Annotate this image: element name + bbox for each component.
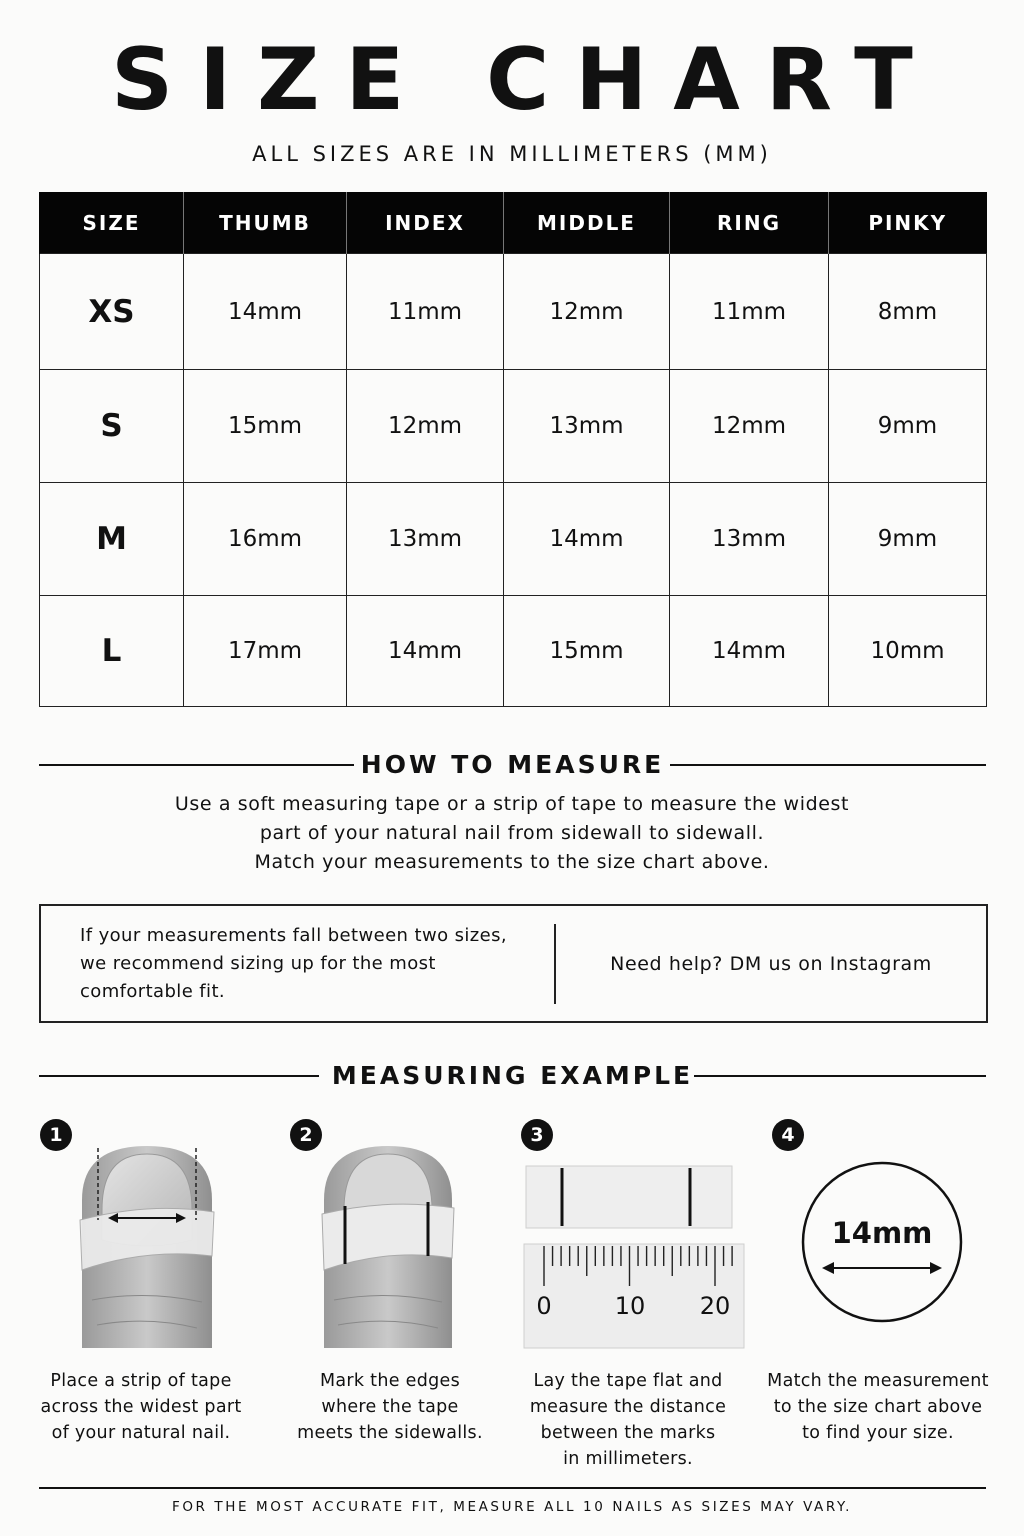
tip-line: we recommend sizing up for the most xyxy=(80,953,436,974)
column-header-middle: MIDDLE xyxy=(504,192,670,254)
measurement-circle-icon xyxy=(800,1160,964,1324)
table-cell: 8mm xyxy=(829,254,987,370)
footer-divider xyxy=(39,1487,986,1489)
step-number-2: 2 xyxy=(290,1119,322,1151)
caption-line: meets the sidewalls. xyxy=(297,1423,483,1443)
table-cell: 14mm xyxy=(347,596,504,707)
column-header-size: SIZE xyxy=(40,192,184,254)
caption-line: Match the measurement xyxy=(767,1371,989,1391)
tip-box xyxy=(39,904,988,1023)
table-header-row xyxy=(40,192,987,254)
caption-line: in millimeters. xyxy=(563,1449,693,1469)
size-label-cell: L xyxy=(40,596,184,707)
size-label-cell: M xyxy=(40,483,184,596)
table-cell: 12mm xyxy=(670,370,829,483)
table-row xyxy=(40,254,987,370)
caption-line: Mark the edges xyxy=(319,1371,461,1391)
table-cell: 13mm xyxy=(670,483,829,596)
tip-line: comfortable fit. xyxy=(80,981,226,1002)
column-header-pinky: PINKY xyxy=(829,192,987,254)
page-subtitle: ALL SIZES ARE IN MILLIMETERS (MM) xyxy=(252,142,772,166)
caption-line: between the marks xyxy=(540,1423,716,1443)
table-cell: 9mm xyxy=(829,483,987,596)
column-header-index: INDEX xyxy=(347,192,504,254)
tip-line: If your measurements fall between two sizes, xyxy=(80,925,508,946)
caption-line: Lay the tape flat and xyxy=(533,1371,723,1391)
finger-tape-marked-icon xyxy=(318,1140,458,1348)
table-cell: 14mm xyxy=(184,254,347,370)
table-row xyxy=(40,596,987,707)
table-row xyxy=(40,483,987,596)
caption-line: across the widest part xyxy=(40,1397,242,1417)
size-label-cell: S xyxy=(40,370,184,483)
how-to-measure-text xyxy=(0,790,1024,877)
step-number-3: 3 xyxy=(521,1119,553,1151)
table-cell: 14mm xyxy=(504,483,670,596)
measuring-example-heading-row xyxy=(39,1061,986,1091)
instruction-line: Use a soft measuring tape or a strip of tape to measure the widest xyxy=(174,793,850,815)
table-cell: 12mm xyxy=(504,254,670,370)
size-table xyxy=(39,192,987,707)
help-text: Need help? DM us on Instagram xyxy=(610,953,932,975)
step-3-caption xyxy=(513,1368,743,1472)
tip-divider xyxy=(554,924,556,1004)
table-cell: 16mm xyxy=(184,483,347,596)
instruction-line: part of your natural nail from sidewall to sidewall. xyxy=(259,822,765,844)
step-2-caption xyxy=(275,1368,505,1446)
step-4-caption xyxy=(763,1368,993,1446)
table-cell: 11mm xyxy=(670,254,829,370)
caption-line: to find your size. xyxy=(802,1423,954,1443)
column-header-thumb: THUMB xyxy=(184,192,347,254)
table-cell: 9mm xyxy=(829,370,987,483)
caption-line: of your natural nail. xyxy=(51,1423,231,1443)
table-cell: 10mm xyxy=(829,596,987,707)
page-title: SIZE CHART xyxy=(111,30,939,130)
step-number-4: 4 xyxy=(772,1119,804,1151)
ruler-label-10: 10 xyxy=(614,1292,646,1320)
sizing-tip xyxy=(80,922,530,1006)
measuring-example-heading: MEASURING EXAMPLE xyxy=(331,1061,694,1090)
step-number-1: 1 xyxy=(40,1119,72,1151)
caption-line: where the tape xyxy=(321,1397,459,1417)
table-cell: 15mm xyxy=(184,370,347,483)
table-cell: 15mm xyxy=(504,596,670,707)
measurement-value: 14mm xyxy=(831,1216,933,1250)
instruction-line: Match your measurements to the size chart above. xyxy=(254,851,770,873)
table-cell: 17mm xyxy=(184,596,347,707)
table-cell: 11mm xyxy=(347,254,504,370)
column-header-ring: RING xyxy=(670,192,829,254)
table-cell: 13mm xyxy=(347,483,504,596)
size-label-cell: XS xyxy=(40,254,184,370)
table-cell: 12mm xyxy=(347,370,504,483)
ruler-label-20: 20 xyxy=(699,1292,731,1320)
how-to-measure-heading-row xyxy=(39,750,986,780)
how-to-measure-heading: HOW TO MEASURE xyxy=(360,750,665,779)
table-cell: 13mm xyxy=(504,370,670,483)
step-1-caption xyxy=(26,1368,256,1446)
footer-note: FOR THE MOST ACCURATE FIT, MEASURE ALL 10 NAILS AS SIZES MAY VARY. xyxy=(171,1499,853,1515)
tape-ruler-icon xyxy=(522,1160,746,1350)
caption-line: Place a strip of tape xyxy=(50,1371,232,1391)
ruler-label-0: 0 xyxy=(536,1292,552,1320)
caption-line: to the size chart above xyxy=(773,1397,983,1417)
table-row xyxy=(40,370,987,483)
table-cell: 14mm xyxy=(670,596,829,707)
finger-tape-arrow-icon xyxy=(72,1140,222,1348)
caption-line: measure the distance xyxy=(529,1397,727,1417)
